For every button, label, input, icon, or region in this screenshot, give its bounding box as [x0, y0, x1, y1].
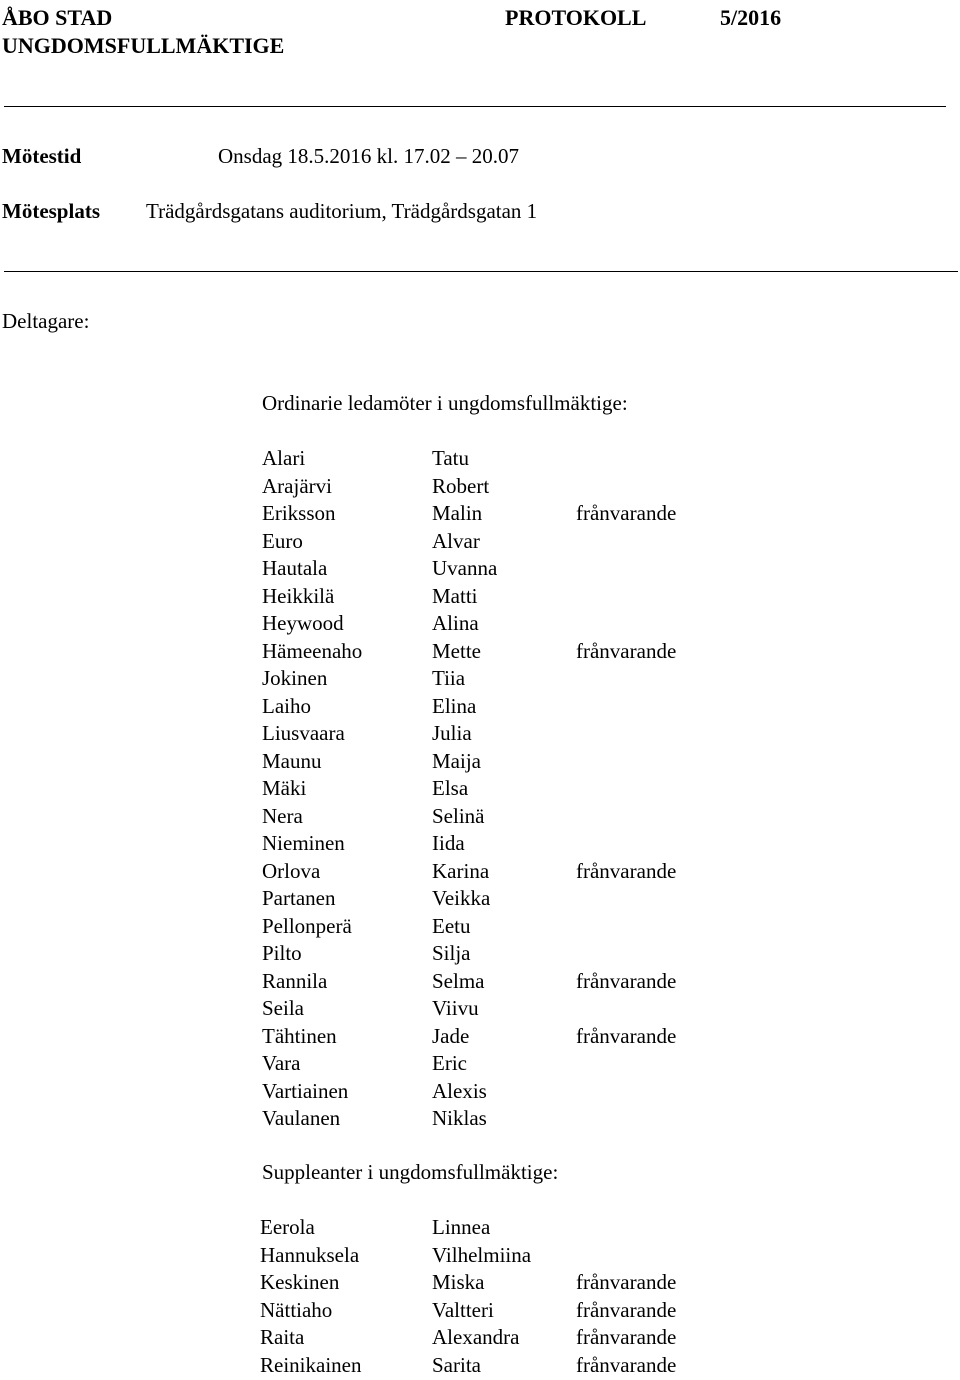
member-row: [260, 1243, 720, 1270]
member-last-name: Mäki: [262, 776, 307, 800]
member-last-name: Pellonperä: [262, 913, 352, 938]
member-row: [262, 886, 722, 913]
member-last-name: Liusvaara: [262, 721, 345, 745]
member-last-name: Hautala: [262, 556, 328, 580]
member-row: [260, 1325, 720, 1352]
member-first-name: Uvanna: [432, 556, 498, 580]
member-row: [262, 446, 722, 473]
member-first-name: Veikka: [432, 886, 491, 910]
meeting-place-label: Mötesplats: [2, 199, 100, 223]
member-status: frånvarande: [576, 1297, 677, 1322]
member-last-name: Jokinen: [262, 666, 328, 690]
member-first-name: Vilhelmiina: [432, 1242, 532, 1267]
member-row: [262, 639, 722, 666]
member-status: frånvarande: [576, 968, 677, 993]
member-row: [262, 556, 722, 583]
member-last-name: Tähtinen: [262, 1023, 337, 1048]
member-first-name: Alvar: [432, 528, 480, 553]
member-row: [262, 804, 722, 831]
member-first-name: Tiia: [432, 666, 466, 690]
member-row: [262, 969, 722, 996]
member-first-name: Linnea: [432, 1215, 491, 1239]
ordinary-members-heading: Ordinarie ledamöter i ungdomsfullmäktige:: [262, 391, 628, 415]
member-row: [262, 776, 722, 803]
member-first-name: Elsa: [432, 776, 469, 800]
member-last-name: Laiho: [262, 693, 311, 718]
member-row: [262, 694, 722, 721]
meeting-time-label: Mötestid: [2, 144, 82, 168]
member-last-name: Vara: [262, 1051, 301, 1075]
member-row: [260, 1353, 720, 1380]
member-row: [262, 1106, 722, 1133]
member-last-name: Pilto: [262, 941, 302, 965]
member-last-name: Hannuksela: [260, 1242, 360, 1267]
member-status: frånvarande: [576, 1325, 677, 1349]
member-row: [262, 996, 722, 1023]
meeting-time-value: Onsdag 18.5.2016 kl. 17.02 – 20.07: [218, 144, 519, 168]
member-first-name: Julia: [432, 721, 472, 745]
member-last-name: Vaulanen: [262, 1106, 341, 1130]
member-row: [262, 1051, 722, 1078]
city-name: ÅBO STAD: [2, 5, 113, 30]
member-first-name: Valtteri: [432, 1297, 494, 1322]
member-row: [260, 1215, 720, 1242]
member-row: [260, 1270, 720, 1297]
member-status: frånvarande: [576, 1352, 677, 1377]
member-last-name: Raita: [260, 1325, 305, 1349]
member-first-name: Tatu: [432, 446, 470, 470]
member-row: [262, 941, 722, 968]
member-first-name: Eetu: [432, 913, 471, 938]
member-status: frånvarande: [576, 1270, 677, 1294]
document-type: PROTOKOLL: [505, 5, 647, 30]
member-row: [262, 914, 722, 941]
member-row: [262, 529, 722, 556]
meeting-place-value: Trädgårdsgatans auditorium, Trädgårdsgatan 1: [146, 199, 538, 223]
member-last-name: Reinikainen: [260, 1352, 362, 1377]
member-first-name: Alina: [432, 611, 479, 635]
member-first-name: Eric: [432, 1051, 467, 1075]
body-name: UNGDOMSFULLMÄKTIGE: [2, 33, 285, 58]
member-last-name: Seila: [262, 996, 304, 1020]
member-row: [262, 666, 722, 693]
member-row: [262, 859, 722, 886]
member-row: [262, 611, 722, 638]
member-row: [262, 584, 722, 611]
participants-label: Deltagare:: [2, 309, 90, 333]
member-first-name: Silja: [432, 941, 471, 965]
member-row: [262, 474, 722, 501]
member-status: frånvarande: [576, 501, 677, 525]
member-last-name: Eerola: [260, 1215, 315, 1239]
member-row: [262, 749, 722, 776]
member-first-name: Iida: [432, 831, 465, 855]
member-last-name: Nättiaho: [260, 1297, 333, 1322]
member-row: [262, 501, 722, 528]
header-divider: [4, 106, 946, 107]
meeting-divider: [4, 271, 958, 272]
member-last-name: Eriksson: [262, 501, 336, 525]
member-first-name: Viivu: [432, 996, 479, 1020]
member-last-name: Hämeenaho: [262, 638, 363, 663]
document-number: 5/2016: [720, 5, 782, 30]
member-row: [262, 721, 722, 748]
member-first-name: Selma: [432, 968, 485, 993]
member-first-name: Alexandra: [432, 1325, 520, 1349]
member-first-name: Sarita: [432, 1352, 481, 1377]
member-first-name: Maija: [432, 748, 481, 773]
member-last-name: Heywood: [262, 611, 344, 635]
member-first-name: Matti: [432, 583, 478, 608]
member-last-name: Vartiainen: [262, 1078, 349, 1103]
member-first-name: Mette: [432, 638, 481, 663]
member-last-name: Nera: [262, 803, 303, 828]
member-first-name: Elina: [432, 693, 477, 718]
member-first-name: Jade: [432, 1023, 470, 1048]
member-last-name: Euro: [262, 528, 303, 553]
member-last-name: Maunu: [262, 748, 322, 773]
member-last-name: Partanen: [262, 886, 336, 910]
member-first-name: Malin: [432, 501, 483, 525]
member-last-name: Rannila: [262, 968, 328, 993]
member-status: frånvarande: [576, 638, 677, 663]
member-first-name: Miska: [432, 1270, 485, 1294]
member-status: frånvarande: [576, 1023, 677, 1048]
member-first-name: Niklas: [432, 1106, 487, 1130]
member-row: [262, 1079, 722, 1106]
member-row: [260, 1298, 720, 1325]
member-first-name: Robert: [432, 473, 490, 498]
member-last-name: Orlova: [262, 858, 321, 883]
member-last-name: Alari: [262, 446, 306, 470]
member-last-name: Keskinen: [260, 1270, 340, 1294]
member-row: [262, 831, 722, 858]
member-row: [262, 1024, 722, 1051]
member-last-name: Nieminen: [262, 831, 345, 855]
member-first-name: Karina: [432, 858, 490, 883]
member-first-name: Alexis: [432, 1078, 487, 1103]
member-status: frånvarande: [576, 858, 677, 883]
member-first-name: Selinä: [432, 803, 485, 828]
member-last-name: Heikkilä: [262, 583, 335, 608]
substitutes-heading: Suppleanter i ungdomsfullmäktige:: [262, 1160, 559, 1184]
member-last-name: Arajärvi: [262, 473, 332, 498]
